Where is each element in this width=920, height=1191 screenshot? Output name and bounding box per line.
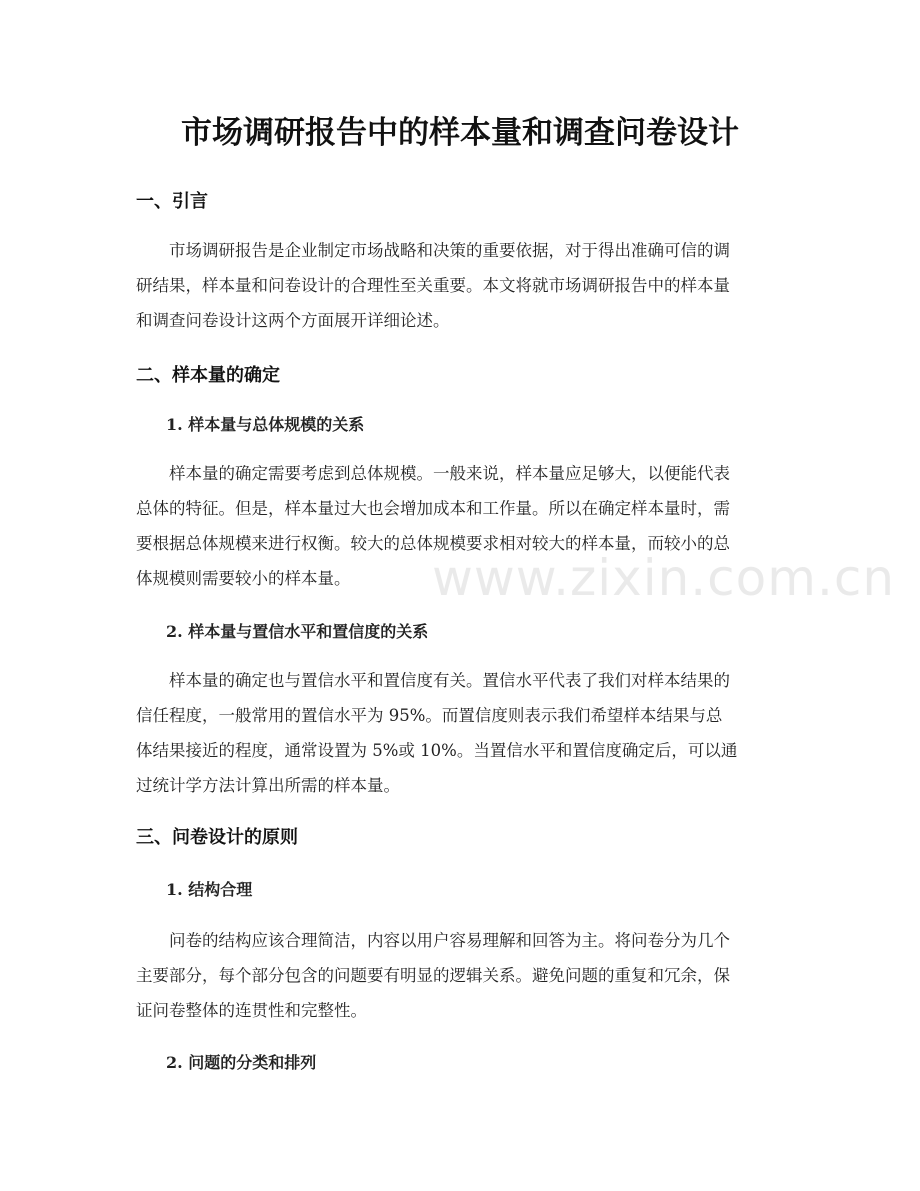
paragraph-line: 市场调研报告是企业制定市场战略和决策的重要依据，对于得出准确可信的调 (169, 241, 730, 260)
subsection-heading-population-size: 1. 样本量与总体规模的关系 (166, 415, 365, 434)
section-heading-introduction: 一、引言 (136, 191, 208, 212)
paragraph-line: 体规模则需要较小的样本量。 (136, 569, 351, 588)
document-title: 市场调研报告中的样本量和调查问卷设计 (181, 115, 739, 151)
paragraph-line: 问卷的结构应该合理简洁，内容以用户容易理解和回答为主。将问卷分为几个 (169, 931, 730, 950)
subsection-heading-question-order: 2. 问题的分类和排列 (166, 1053, 317, 1072)
paragraph-line: 和调查问卷设计这两个方面展开详细论述。 (136, 311, 450, 330)
paragraph-line: 研结果，样本量和问卷设计的合理性至关重要。本文将就市场调研报告中的样本量 (136, 276, 730, 295)
paragraph-line: 过统计学方法计算出所需的样本量。 (136, 776, 400, 795)
paragraph-line: 样本量的确定也与置信水平和置信度有关。置信水平代表了我们对样本结果的 (169, 671, 730, 690)
watermark: www.zixin.com.cn (432, 549, 896, 607)
subsection-heading-confidence: 2. 样本量与置信水平和置信度的关系 (166, 622, 429, 641)
paragraph-line: 主要部分，每个部分包含的问题要有明显的逻辑关系。避免问题的重复和冗余，保 (136, 966, 730, 985)
paragraph-line: 证问卷整体的连贯性和完整性。 (136, 1001, 367, 1020)
paragraph-line: 样本量的确定需要考虑到总体规模。一般来说，样本量应足够大，以便能代表 (169, 464, 730, 483)
section-heading-questionnaire: 三、问卷设计的原则 (136, 827, 298, 848)
subsection-heading-structure: 1. 结构合理 (166, 880, 253, 899)
paragraph-introduction (136, 233, 786, 338)
paragraph-line: 要根据总体规模来进行权衡。较大的总体规模要求相对较大的样本量，而较小的总 (136, 534, 730, 553)
paragraph-confidence (136, 663, 786, 803)
paragraph-structure (136, 923, 786, 1028)
paragraph-line: 体结果接近的程度，通常设置为 5%或 10%。当置信水平和置信度确定后，可以通 (136, 741, 738, 760)
paragraph-line: 信任程度，一般常用的置信水平为 95%。而置信度则表示我们希望样本结果与总 (136, 706, 723, 725)
section-heading-sample-size: 二、样本量的确定 (136, 365, 280, 386)
paragraph-line: 总体的特征。但是，样本量过大也会增加成本和工作量。所以在确定样本量时，需 (136, 499, 730, 518)
